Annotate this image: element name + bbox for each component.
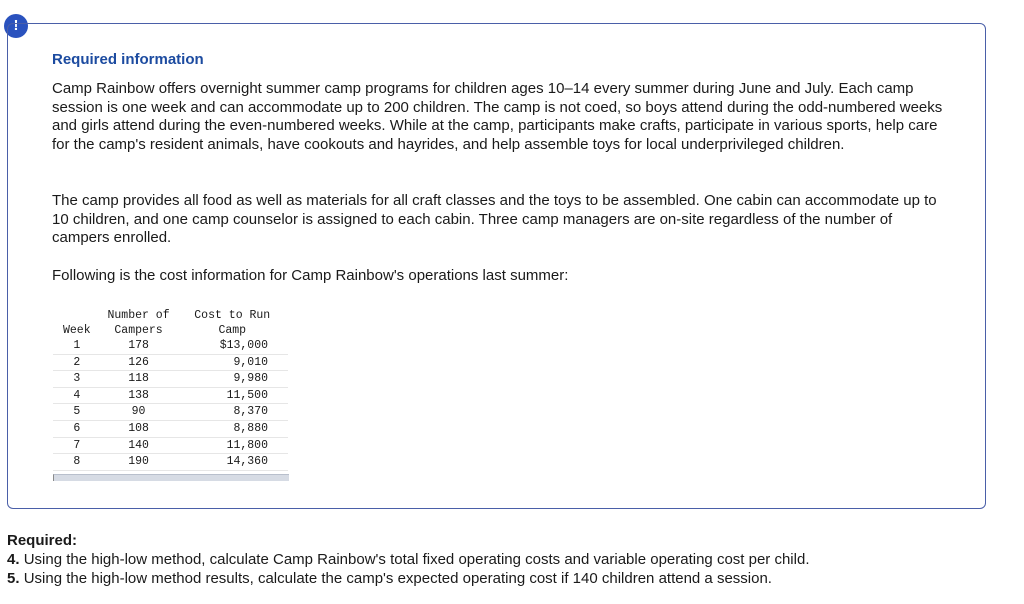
table-row	[53, 454, 288, 471]
table-row	[53, 371, 288, 388]
cost-table	[53, 308, 288, 471]
header-week: Week	[62, 324, 91, 337]
required-item-4	[7, 550, 809, 569]
cell-cost: 9,010	[177, 354, 289, 371]
cell-campers: 126	[101, 354, 177, 371]
required-item-5	[7, 569, 809, 588]
cell-cost: 8,880	[177, 420, 289, 437]
cell-cost: $13,000	[177, 338, 289, 354]
cell-week: 5	[53, 404, 101, 421]
header-number-of-campers: Number of Campers	[107, 309, 170, 337]
cell-cost: 9,980	[177, 371, 289, 388]
cell-week: 3	[53, 371, 101, 388]
cell-week: 6	[53, 420, 101, 437]
table-row	[53, 404, 288, 421]
cell-cost: 11,800	[177, 437, 289, 454]
required-item-text: Using the high-low method results, calculate the camp's expected operating cost if 140 children attend a session.	[23, 570, 772, 587]
cell-week: 8	[53, 454, 101, 471]
cell-week: 7	[53, 437, 101, 454]
header-cost-to-run-camp: Cost to Run Camp	[194, 309, 271, 337]
cell-campers: 108	[101, 420, 177, 437]
paragraph-camp-overview: Camp Rainbow offers overnight summer camp programs for children ages 10–14 every summer during June and July. Each camp session is one week and can accommodate up to 200 children. The camp is not coed, so boys attend during the odd-numbered weeks and girls attend during the even-numbered weeks. While at the camp, participants make crafts, participate in various sports, help care for the camp's resident animals, have cookouts and hayrides, and help assemble toys for local underprivileged children.	[52, 80, 943, 153]
panel-title: Required information	[52, 51, 204, 68]
cell-campers: 190	[101, 454, 177, 471]
required-heading: Required:	[7, 532, 78, 549]
cell-campers: 90	[101, 404, 177, 421]
cell-campers: 140	[101, 437, 177, 454]
required-section	[7, 531, 809, 588]
required-item-number: 5.	[7, 570, 20, 587]
cell-week: 2	[53, 354, 101, 371]
table-row	[53, 420, 288, 437]
cell-campers: 138	[101, 387, 177, 404]
paragraph-cost-intro: Following is the cost information for Camp Rainbow's operations last summer:	[52, 267, 569, 284]
required-information-panel	[7, 23, 986, 509]
required-item-text: Using the high-low method, calculate Camp Rainbow's total fixed operating costs and variable operating cost per child.	[23, 551, 810, 568]
table-horizontal-scrollbar[interactable]	[53, 474, 289, 481]
required-item-number: 4.	[7, 551, 20, 568]
table-row	[53, 338, 288, 354]
table-row	[53, 437, 288, 454]
cell-cost: 8,370	[177, 404, 289, 421]
table-row	[53, 387, 288, 404]
cell-week: 4	[53, 387, 101, 404]
paragraph-camp-resources: The camp provides all food as well as materials for all craft classes and the toys to be assembled. One cabin can accommodate up to 10 children, and one camp counselor is assigned to each cabin. Three camp managers are on-site regardless of the number of campers enrolled.	[52, 192, 937, 246]
table-row	[53, 354, 288, 371]
table-header-row	[53, 308, 288, 338]
cost-table-container	[53, 308, 288, 481]
alert-icon: !	[4, 14, 28, 38]
cell-campers: 178	[101, 338, 177, 354]
cell-campers: 118	[101, 371, 177, 388]
cell-cost: 14,360	[177, 454, 289, 471]
cell-cost: 11,500	[177, 387, 289, 404]
cell-week: 1	[53, 338, 101, 354]
